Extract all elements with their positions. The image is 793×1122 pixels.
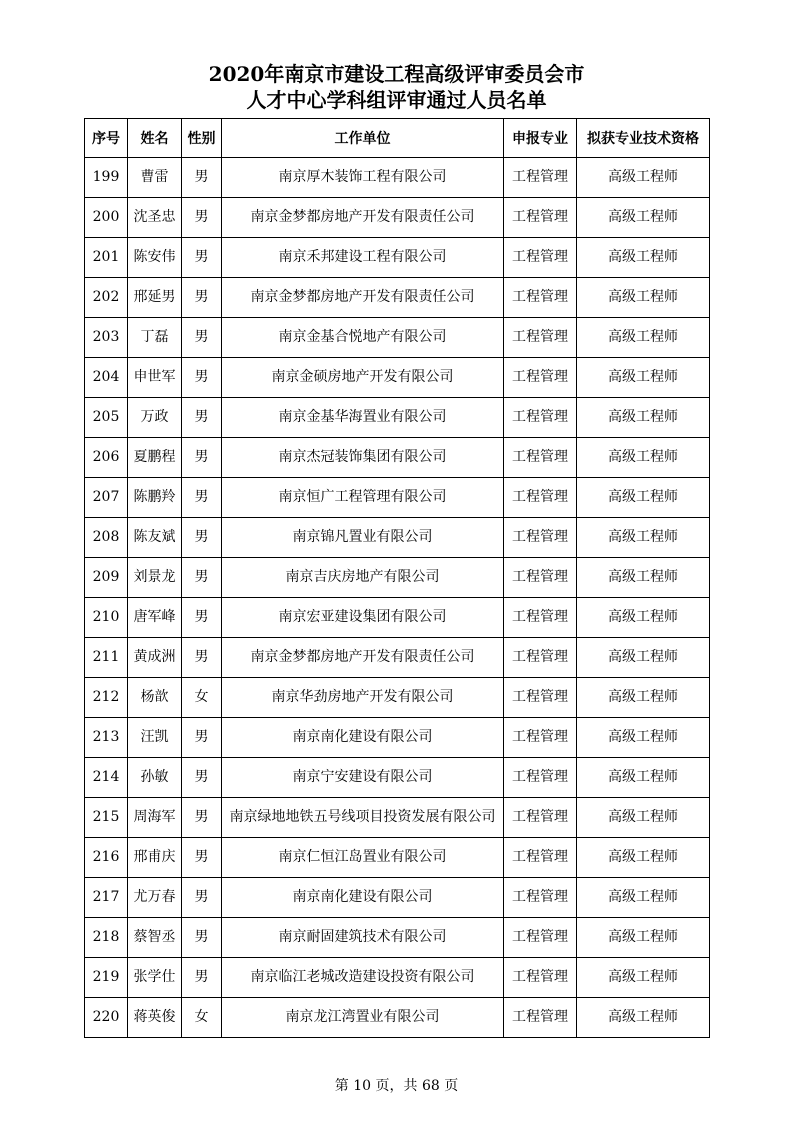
cell-name: 申世军 <box>128 358 182 398</box>
cell-seq: 200 <box>85 198 128 238</box>
cell-seq: 206 <box>85 438 128 478</box>
cell-org: 南京宏亚建设集团有限公司 <box>222 598 504 638</box>
table-row <box>85 318 710 358</box>
header-qualification: 拟获专业技术资格 <box>577 119 710 158</box>
header-name: 姓名 <box>128 119 182 158</box>
cell-seq: 207 <box>85 478 128 518</box>
cell-gender: 男 <box>182 798 222 838</box>
cell-major: 工程管理 <box>504 638 577 678</box>
table-row <box>85 638 710 678</box>
cell-qualification: 高级工程师 <box>577 718 710 758</box>
header-gender: 性别 <box>182 119 222 158</box>
cell-qualification: 高级工程师 <box>577 758 710 798</box>
cell-gender: 男 <box>182 238 222 278</box>
cell-qualification: 高级工程师 <box>577 598 710 638</box>
table-row <box>85 798 710 838</box>
cell-major: 工程管理 <box>504 838 577 878</box>
cell-qualification: 高级工程师 <box>577 518 710 558</box>
cell-qualification: 高级工程师 <box>577 278 710 318</box>
cell-org: 南京华劲房地产开发有限公司 <box>222 678 504 718</box>
cell-name: 沈圣忠 <box>128 198 182 238</box>
cell-seq: 218 <box>85 918 128 958</box>
cell-name: 陈安伟 <box>128 238 182 278</box>
cell-qualification: 高级工程师 <box>577 998 710 1038</box>
header-major: 申报专业 <box>504 119 577 158</box>
cell-org: 南京金基合悦地产有限公司 <box>222 318 504 358</box>
cell-major: 工程管理 <box>504 438 577 478</box>
table-row <box>85 358 710 398</box>
cell-qualification: 高级工程师 <box>577 958 710 998</box>
cell-major: 工程管理 <box>504 238 577 278</box>
cell-qualification: 高级工程师 <box>577 198 710 238</box>
cell-qualification: 高级工程师 <box>577 318 710 358</box>
cell-qualification: 高级工程师 <box>577 918 710 958</box>
cell-gender: 男 <box>182 278 222 318</box>
document-title-line-1: 2020年南京市建设工程高级评审委员会市 <box>208 62 585 86</box>
cell-seq: 204 <box>85 358 128 398</box>
cell-name: 邢延男 <box>128 278 182 318</box>
header-seq: 序号 <box>85 119 128 158</box>
document-title-line-2: 人才中心学科组评审通过人员名单 <box>246 88 547 112</box>
cell-org: 南京仁恒江岛置业有限公司 <box>222 838 504 878</box>
cell-qualification: 高级工程师 <box>577 438 710 478</box>
cell-gender: 男 <box>182 638 222 678</box>
table-row <box>85 438 710 478</box>
cell-name: 杨歆 <box>128 678 182 718</box>
cell-qualification: 高级工程师 <box>577 158 710 198</box>
cell-gender: 男 <box>182 478 222 518</box>
cell-gender: 男 <box>182 358 222 398</box>
cell-qualification: 高级工程师 <box>577 238 710 278</box>
header-org: 工作单位 <box>222 119 504 158</box>
cell-major: 工程管理 <box>504 958 577 998</box>
cell-name: 曹雷 <box>128 158 182 198</box>
cell-seq: 214 <box>85 758 128 798</box>
cell-org: 南京金基华海置业有限公司 <box>222 398 504 438</box>
cell-seq: 216 <box>85 838 128 878</box>
cell-name: 蒋英俊 <box>128 998 182 1038</box>
cell-org: 南京南化建设有限公司 <box>222 878 504 918</box>
cell-major: 工程管理 <box>504 558 577 598</box>
cell-seq: 210 <box>85 598 128 638</box>
cell-gender: 男 <box>182 958 222 998</box>
cell-seq: 215 <box>85 798 128 838</box>
cell-gender: 男 <box>182 398 222 438</box>
cell-qualification: 高级工程师 <box>577 798 710 838</box>
table-body <box>85 158 710 1038</box>
cell-seq: 220 <box>85 998 128 1038</box>
cell-major: 工程管理 <box>504 918 577 958</box>
table-row <box>85 878 710 918</box>
cell-org: 南京南化建设有限公司 <box>222 718 504 758</box>
cell-gender: 男 <box>182 598 222 638</box>
table-row <box>85 678 710 718</box>
cell-name: 夏鹏程 <box>128 438 182 478</box>
cell-gender: 男 <box>182 718 222 758</box>
cell-org: 南京耐固建筑技术有限公司 <box>222 918 504 958</box>
cell-seq: 208 <box>85 518 128 558</box>
cell-org: 南京金梦都房地产开发有限责任公司 <box>222 198 504 238</box>
cell-major: 工程管理 <box>504 518 577 558</box>
table-row <box>85 518 710 558</box>
cell-name: 陈鹏羚 <box>128 478 182 518</box>
cell-major: 工程管理 <box>504 878 577 918</box>
cell-org: 南京金梦都房地产开发有限责任公司 <box>222 278 504 318</box>
cell-name: 万政 <box>128 398 182 438</box>
page-footer: 第 10 页，共 68 页 <box>334 1078 459 1094</box>
cell-gender: 男 <box>182 438 222 478</box>
cell-org: 南京龙江湾置业有限公司 <box>222 998 504 1038</box>
cell-qualification: 高级工程师 <box>577 838 710 878</box>
cell-major: 工程管理 <box>504 998 577 1038</box>
cell-gender: 男 <box>182 878 222 918</box>
cell-major: 工程管理 <box>504 398 577 438</box>
cell-qualification: 高级工程师 <box>577 638 710 678</box>
cell-seq: 199 <box>85 158 128 198</box>
cell-seq: 211 <box>85 638 128 678</box>
cell-seq: 202 <box>85 278 128 318</box>
cell-seq: 201 <box>85 238 128 278</box>
cell-org: 南京金硕房地产开发有限公司 <box>222 358 504 398</box>
cell-name: 陈友斌 <box>128 518 182 558</box>
table-row <box>85 278 710 318</box>
cell-name: 蔡智丞 <box>128 918 182 958</box>
cell-name: 孙敏 <box>128 758 182 798</box>
cell-major: 工程管理 <box>504 598 577 638</box>
cell-name: 尤万春 <box>128 878 182 918</box>
cell-gender: 女 <box>182 998 222 1038</box>
cell-gender: 男 <box>182 158 222 198</box>
cell-org: 南京吉庆房地产有限公司 <box>222 558 504 598</box>
cell-major: 工程管理 <box>504 678 577 718</box>
cell-qualification: 高级工程师 <box>577 678 710 718</box>
table-row <box>85 958 710 998</box>
table-row <box>85 918 710 958</box>
cell-major: 工程管理 <box>504 358 577 398</box>
cell-org: 南京宁安建设有限公司 <box>222 758 504 798</box>
cell-major: 工程管理 <box>504 758 577 798</box>
cell-name: 黄成洲 <box>128 638 182 678</box>
table-row <box>85 478 710 518</box>
cell-org: 南京禾邦建设工程有限公司 <box>222 238 504 278</box>
cell-qualification: 高级工程师 <box>577 878 710 918</box>
table-row <box>85 238 710 278</box>
cell-major: 工程管理 <box>504 318 577 358</box>
cell-gender: 男 <box>182 518 222 558</box>
cell-org: 南京厚木装饰工程有限公司 <box>222 158 504 198</box>
table-row <box>85 398 710 438</box>
table-row <box>85 758 710 798</box>
cell-name: 刘景龙 <box>128 558 182 598</box>
cell-seq: 219 <box>85 958 128 998</box>
table-row <box>85 198 710 238</box>
cell-org: 南京绿地地铁五号线项目投资发展有限公司 <box>222 798 504 838</box>
cell-seq: 205 <box>85 398 128 438</box>
cell-org: 南京金梦都房地产开发有限责任公司 <box>222 638 504 678</box>
cell-org: 南京恒广工程管理有限公司 <box>222 478 504 518</box>
table-row <box>85 998 710 1038</box>
cell-org: 南京杰冠装饰集团有限公司 <box>222 438 504 478</box>
cell-gender: 男 <box>182 918 222 958</box>
table-row <box>85 598 710 638</box>
cell-major: 工程管理 <box>504 478 577 518</box>
cell-seq: 212 <box>85 678 128 718</box>
cell-gender: 男 <box>182 558 222 598</box>
table-row <box>85 158 710 198</box>
cell-org: 南京临江老城改造建设投资有限公司 <box>222 958 504 998</box>
cell-name: 丁磊 <box>128 318 182 358</box>
cell-seq: 217 <box>85 878 128 918</box>
table-header-row <box>85 119 710 158</box>
cell-org: 南京锦凡置业有限公司 <box>222 518 504 558</box>
cell-name: 周海军 <box>128 798 182 838</box>
cell-major: 工程管理 <box>504 718 577 758</box>
cell-major: 工程管理 <box>504 278 577 318</box>
cell-name: 汪凯 <box>128 718 182 758</box>
table-row <box>85 838 710 878</box>
cell-gender: 男 <box>182 198 222 238</box>
cell-gender: 女 <box>182 678 222 718</box>
cell-gender: 男 <box>182 838 222 878</box>
cell-seq: 213 <box>85 718 128 758</box>
cell-major: 工程管理 <box>504 798 577 838</box>
cell-major: 工程管理 <box>504 198 577 238</box>
cell-seq: 203 <box>85 318 128 358</box>
personnel-table <box>84 118 710 1038</box>
cell-gender: 男 <box>182 318 222 358</box>
cell-qualification: 高级工程师 <box>577 478 710 518</box>
cell-name: 唐军峰 <box>128 598 182 638</box>
cell-qualification: 高级工程师 <box>577 398 710 438</box>
table-row <box>85 718 710 758</box>
cell-name: 张学仕 <box>128 958 182 998</box>
cell-name: 邢甫庆 <box>128 838 182 878</box>
cell-gender: 男 <box>182 758 222 798</box>
cell-qualification: 高级工程师 <box>577 558 710 598</box>
cell-seq: 209 <box>85 558 128 598</box>
table-row <box>85 558 710 598</box>
cell-major: 工程管理 <box>504 158 577 198</box>
cell-qualification: 高级工程师 <box>577 358 710 398</box>
